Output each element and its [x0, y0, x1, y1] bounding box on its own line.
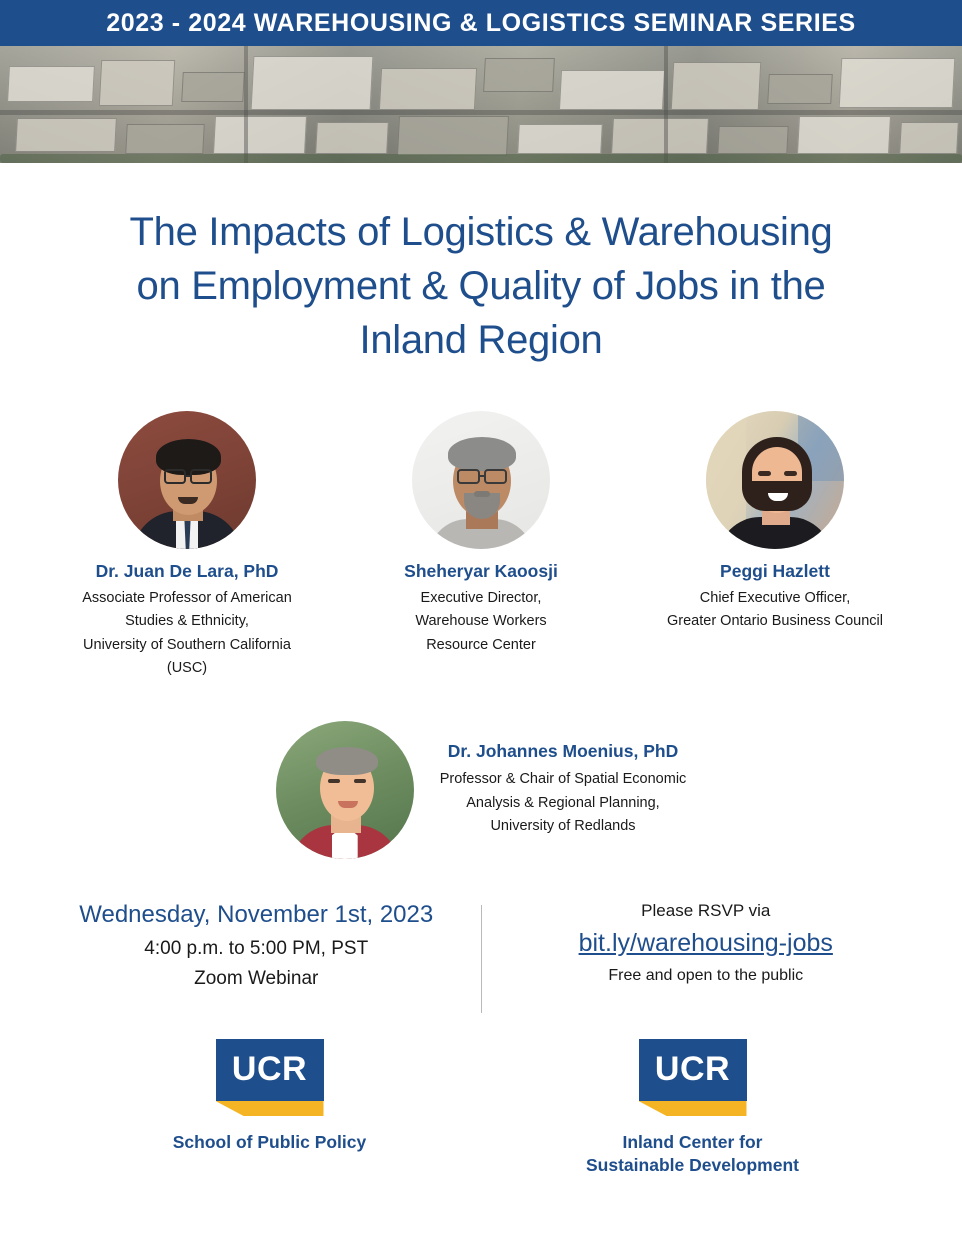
event-time: 4:00 p.m. to 5:00 PM, PST	[144, 937, 369, 959]
speaker-card	[334, 411, 628, 681]
speaker-title-line: Analysis & Regional Planning,	[466, 794, 660, 811]
event-when-block	[58, 901, 481, 998]
speaker-title-line: Associate Professor of American	[82, 590, 292, 606]
banner-title: 2023 - 2024 WAREHOUSING & LOGISTICS SEMINAR SERIES	[106, 8, 856, 37]
speaker-title-line: (USC)	[166, 660, 208, 677]
rsvp-note: Free and open to the public	[608, 966, 804, 984]
speaker-name: Sheheryar Kaoosji	[404, 561, 558, 581]
logo-caption: School of Public Policy	[172, 1131, 367, 1152]
speaker-card-solo	[0, 721, 962, 859]
speaker-name: Dr. Johannes Moenius, PhD	[447, 741, 679, 762]
speaker-title-line: Chief Executive Officer,	[699, 590, 851, 606]
hero-photo-detail	[0, 46, 962, 163]
speaker-title-line: Warehouse Workers	[415, 613, 547, 630]
ucr-logo-icon	[216, 1039, 324, 1117]
speaker-title-line: Professor & Chair of Spatial Economic	[439, 771, 687, 788]
speaker-title-line: Greater Ontario Business Council	[667, 613, 883, 630]
speaker-title	[334, 587, 628, 657]
portrait-juan-de-lara	[118, 411, 256, 549]
rsvp-link[interactable]: bit.ly/warehousing-jobs	[578, 928, 833, 957]
ucr-wordmark: UCR	[654, 1050, 731, 1089]
event-date: Wednesday, November 1st, 2023	[79, 900, 434, 928]
ucr-wordmark: UCR	[231, 1050, 308, 1089]
title-line-3: Inland Region	[359, 318, 603, 362]
rsvp-block	[482, 901, 905, 985]
speaker-title	[440, 768, 687, 838]
event-venue: Zoom Webinar	[194, 967, 319, 989]
speakers-row	[0, 411, 962, 681]
speaker-title	[40, 587, 334, 681]
event-details	[0, 901, 962, 1013]
logos-row	[0, 1039, 962, 1177]
logo-school-of-public-policy	[58, 1039, 481, 1177]
ucr-gold-swoosh	[639, 1101, 747, 1116]
rsvp-intro: Please RSVP via	[641, 900, 771, 920]
portrait-sheheryar-kaoosji	[412, 411, 550, 549]
logo-inland-center	[481, 1039, 904, 1177]
logo-caption-line: Inland Center for	[622, 1131, 763, 1152]
seminar-series-banner	[0, 0, 962, 46]
logo-caption	[481, 1131, 904, 1177]
portrait-johannes-moenius	[276, 721, 414, 859]
speaker-card	[628, 411, 922, 681]
ucr-logo-icon	[639, 1039, 747, 1117]
speaker-title-line: Studies & Ethnicity,	[125, 613, 249, 630]
speaker-name: Dr. Juan De Lara, PhD	[95, 561, 279, 581]
title-line-1: The Impacts of Logistics & Warehousing	[129, 210, 833, 254]
portrait-peggi-hazlett	[706, 411, 844, 549]
speaker-title-line: University of Southern California	[83, 636, 291, 653]
speaker-title-line: University of Redlands	[490, 818, 636, 835]
title-line-2: on Employment & Quality of Jobs in the	[136, 264, 826, 308]
logo-caption-line: Sustainable Development	[586, 1155, 799, 1176]
speaker-title-line: Executive Director,	[420, 590, 542, 606]
speaker-title-line: Resource Center	[426, 636, 536, 653]
hero-aerial-photo	[0, 46, 962, 163]
speaker-card	[40, 411, 334, 681]
speaker-name: Peggi Hazlett	[720, 561, 830, 581]
ucr-gold-swoosh	[216, 1101, 324, 1116]
page-title	[0, 163, 962, 367]
speaker-title	[628, 587, 922, 634]
